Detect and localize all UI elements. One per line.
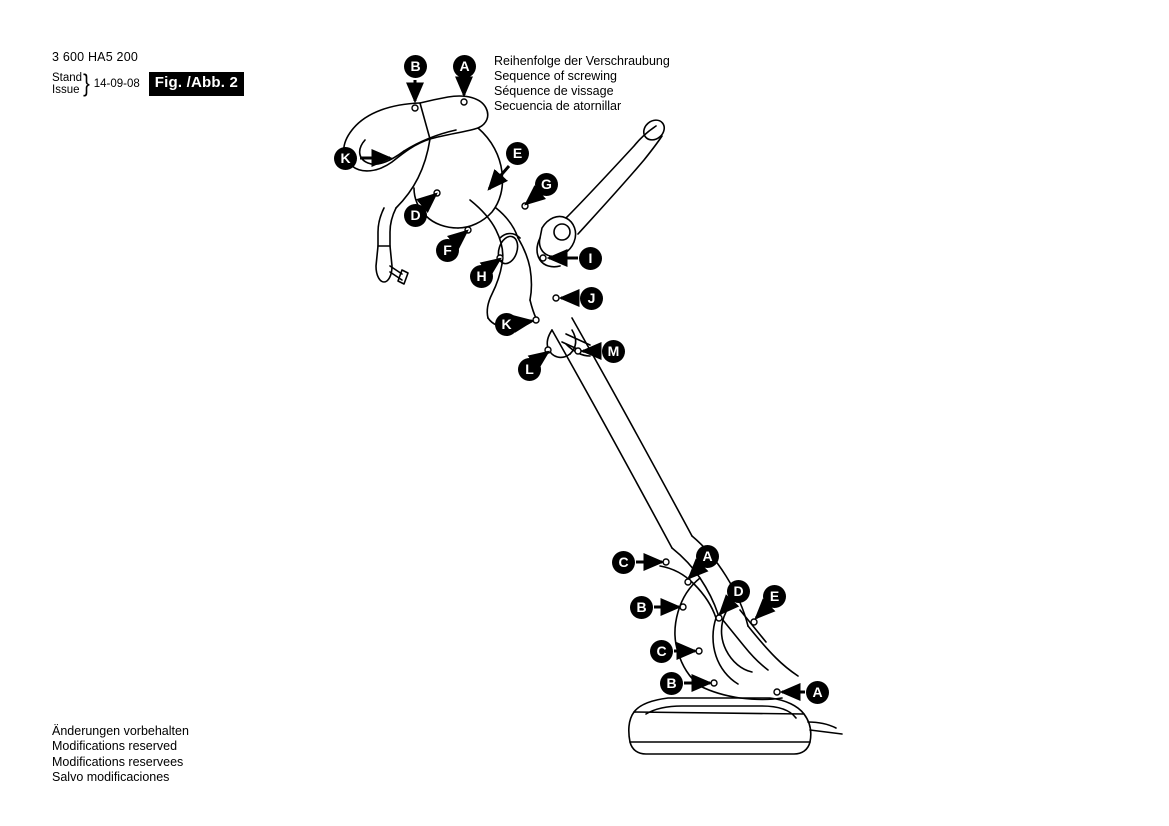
stand-label: Stand	[52, 71, 83, 84]
legend-line-es: Secuencia de atornillar	[494, 99, 622, 114]
callout-marker: I	[579, 247, 602, 270]
footer-line-de: Änderungen vorbehalten	[52, 724, 189, 738]
callout-marker: E	[763, 585, 786, 608]
callout-marker: D	[727, 580, 750, 603]
callout-marker: L	[518, 358, 541, 381]
legend-line-fr: Séquence de vissage	[494, 84, 614, 99]
footer-line-en: Modifications reserved	[52, 739, 178, 754]
callout-marker: D	[404, 204, 427, 227]
callout-marker: H	[470, 265, 493, 288]
issue-label: Issue	[52, 83, 80, 96]
footer-line-fr: Modifications reservees	[52, 754, 184, 769]
callout-marker: K	[495, 313, 518, 336]
figure-badge: Fig. /Abb. 2	[149, 72, 244, 96]
callout-marker: M	[602, 340, 625, 363]
callout-marker: F	[436, 239, 459, 262]
callout-marker: E	[506, 142, 529, 165]
callout-marker: A	[453, 55, 476, 78]
callout-marker: B	[630, 596, 653, 619]
revision-date: 14-09-08	[93, 77, 140, 90]
callout-marker: C	[612, 551, 635, 574]
callout-marker: B	[660, 672, 683, 695]
callout-marker: A	[696, 545, 719, 568]
footer-line-es: Salvo modificaciones	[52, 769, 170, 784]
callout-marker: J	[580, 287, 603, 310]
callout-marker: A	[806, 681, 829, 704]
callout-marker: C	[650, 640, 673, 663]
legend-line-en: Sequence of screwing	[494, 69, 617, 84]
brace-glyph: }	[83, 69, 90, 98]
callout-marker: K	[334, 147, 357, 170]
callout-marker: B	[404, 55, 427, 78]
part-number: 3 600 HA5 200	[52, 50, 138, 64]
legend-line-de: Reihenfolge der Verschraubung	[494, 54, 670, 68]
callout-marker: G	[535, 173, 558, 196]
